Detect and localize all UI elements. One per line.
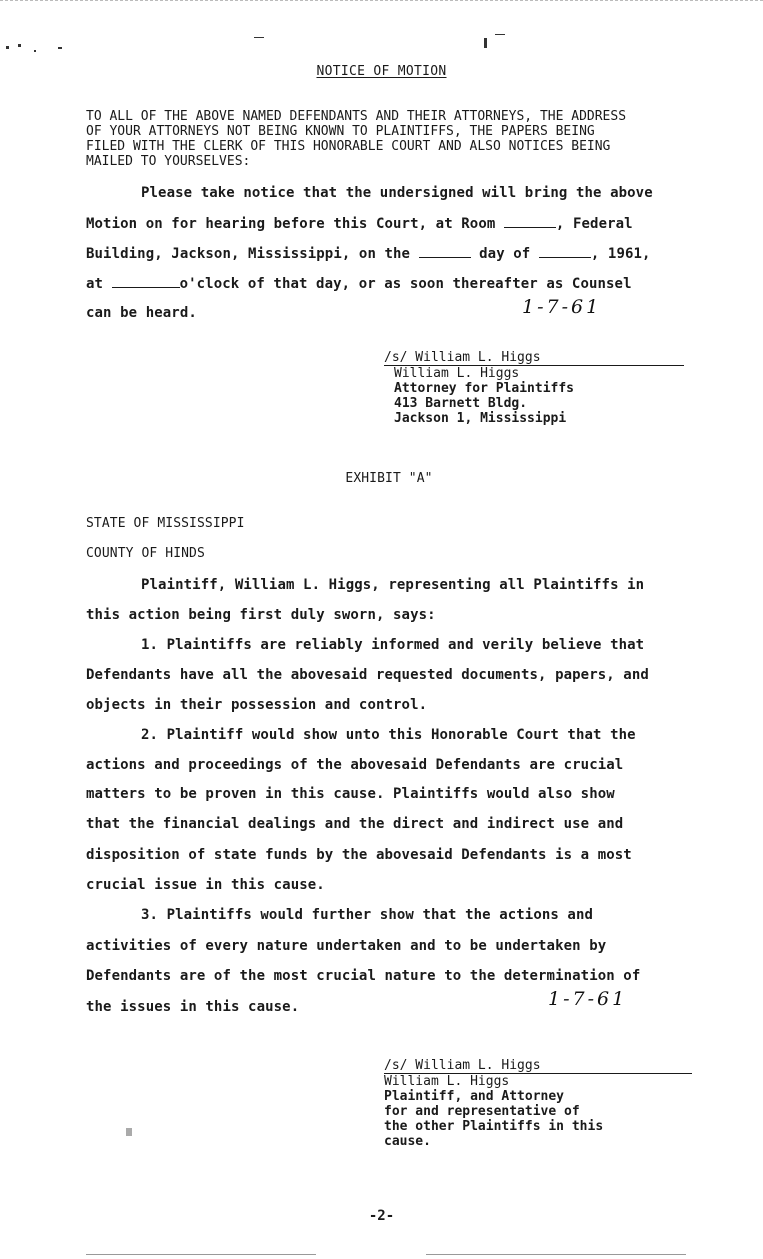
scan-speck: [34, 50, 36, 52]
address-line: MAILED TO YOURSELVES:: [86, 154, 251, 169]
month-blank: [539, 245, 591, 258]
scan-speck: [6, 46, 9, 49]
scan-bottom-edge: [426, 1254, 686, 1255]
exhibit-title: EXHIBIT "A": [345, 471, 433, 486]
handwritten-date: 1-7-61: [522, 296, 602, 318]
signature-role: for and representative of: [384, 1104, 580, 1119]
handwritten-date: 1-7-61: [548, 988, 628, 1010]
notice-line-4: at o'clock of that day, or as soon thereafter as Counsel: [86, 276, 632, 292]
affidavit-line: the issues in this cause.: [86, 999, 300, 1015]
affidavit-line: Defendants are of the most crucial nature to the determination of: [86, 968, 641, 984]
affidavit-line: crucial issue in this cause.: [86, 877, 325, 893]
venue-state: STATE OF MISSISSIPPI: [86, 516, 245, 531]
scan-speck: [18, 44, 21, 47]
affidavit-line: actions and proceedings of the abovesaid Defendants are crucial: [86, 757, 624, 773]
affidavit-line: disposition of state funds by the abovesaid Defendants is a most: [86, 847, 632, 863]
notice-title: NOTICE OF MOTION: [316, 64, 447, 79]
scan-speck: [484, 38, 487, 48]
scan-top-edge: [0, 0, 763, 1]
signature-role: cause.: [384, 1134, 431, 1149]
room-blank: [504, 215, 556, 228]
signature-role: the other Plaintiffs in this: [384, 1119, 604, 1134]
signature-block-plaintiff: [384, 1058, 692, 1149]
affidavit-line: this action being first duly sworn, says:: [86, 607, 436, 623]
signature-line: /s/ William L. Higgs: [384, 1058, 692, 1074]
scan-bottom-edge: [86, 1254, 316, 1255]
signature-city: Jackson 1, Mississippi: [394, 411, 567, 426]
scan-speck: [254, 37, 264, 38]
address-line: OF YOUR ATTORNEYS NOT BEING KNOWN TO PLAINTIFFS, THE PAPERS BEING: [86, 124, 595, 139]
signature-line: /s/ William L. Higgs: [384, 350, 684, 366]
day-blank: [419, 245, 471, 258]
signature-role: Plaintiff, and Attorney: [384, 1089, 565, 1104]
affidavit-line: 3. Plaintiffs would further show that the actions and: [141, 907, 594, 923]
scan-speck: [495, 34, 505, 35]
address-line: TO ALL OF THE ABOVE NAMED DEFENDANTS AND THEIR ATTORNEYS, THE ADDRESS: [86, 109, 627, 124]
signature-block-attorney: [384, 350, 684, 426]
signature-name: William L. Higgs: [384, 1074, 510, 1089]
scan-speck: [58, 47, 62, 49]
venue-county: COUNTY OF HINDS: [86, 546, 205, 561]
notice-line-5: can be heard.: [86, 305, 197, 321]
notice-line-1: Please take notice that the undersigned will bring the above: [141, 185, 653, 201]
affidavit-line: 2. Plaintiff would show unto this Honorable Court that the: [141, 727, 636, 743]
affidavit-line: Defendants have all the abovesaid requested documents, papers, and: [86, 667, 649, 683]
notice-line-3: Building, Jackson, Mississippi, on the day of , 1961,: [86, 246, 651, 262]
affidavit-line: objects in their possession and control.: [86, 697, 428, 713]
affidavit-line: Plaintiff, William L. Higgs, representing all Plaintiffs in: [141, 577, 645, 593]
signature-role: Attorney for Plaintiffs: [394, 381, 575, 396]
scan-speck: [126, 1128, 132, 1136]
page-number: -2-: [368, 1208, 395, 1224]
affidavit-line: activities of every nature undertaken and to be undertaken by: [86, 938, 607, 954]
affidavit-line: matters to be proven in this cause. Plaintiffs would also show: [86, 786, 615, 802]
affidavit-line: that the financial dealings and the direct and indirect use and: [86, 816, 624, 832]
signature-address: 413 Barnett Bldg.: [394, 396, 528, 411]
affidavit-line: 1. Plaintiffs are reliably informed and verily believe that: [141, 637, 645, 653]
notice-line-2: Motion on for hearing before this Court, at Room , Federal: [86, 216, 633, 232]
time-blank: [112, 275, 180, 288]
address-line: FILED WITH THE CLERK OF THIS HONORABLE COURT AND ALSO NOTICES BEING: [86, 139, 611, 154]
signature-name: William L. Higgs: [394, 366, 520, 381]
address-block: [86, 109, 746, 169]
